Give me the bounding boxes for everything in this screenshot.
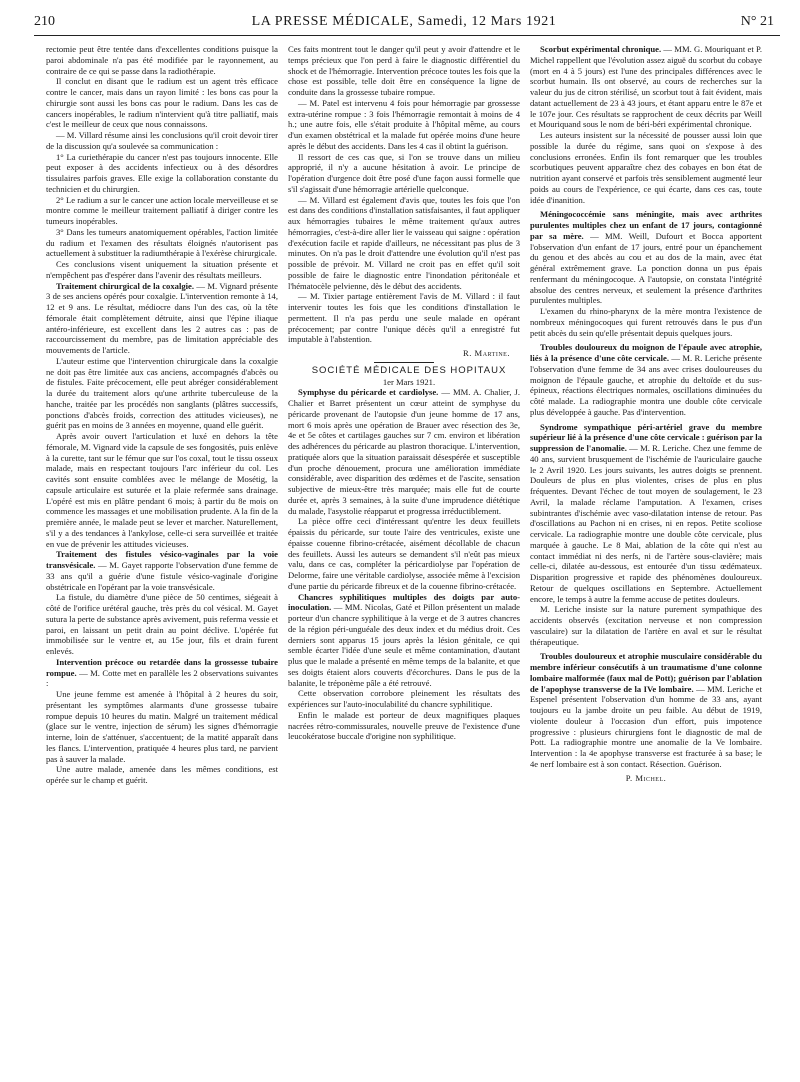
header-rule [34, 35, 780, 36]
page-number: 210 [34, 14, 55, 29]
article-paragraph [530, 209, 762, 306]
column-right [530, 44, 762, 783]
journal-title: LA PRESSE MÉDICALE, Samedi, 12 Mars 1921 [251, 14, 557, 29]
paragraph: M. Leriche insiste sur la nature purement sympathique des accidents observés (excitation nerveuse et non compression vasculaire) sur la dilatation de l'artère en aval et sur le résultat thérapeutique. [530, 604, 762, 647]
article-title: Syndrome sympathique péri-artériel grave du membre supérieur lié à la présence d'une côte cervicale : guérison par la suppression de l'anomalie. [530, 421, 762, 453]
issue-number: N° 21 [740, 14, 774, 29]
paragraph: Une jeune femme est amenée à l'hôpital à 2 heures du soir, présentant les symptômes alarmants d'une grossesse tubaire rompue depuis 10 heures du matin. Malgré un traitement médical (glace sur le ventre, injection de sérum) les signes d'hémorragie interne, loin de s'atténuer, s'accentuent; de la matité apparaît dans les flancs. L'intervention, pratiquée 4 heures plus tard, ne parvient pas à sauver la malade. [46, 689, 278, 764]
article-paragraph [530, 422, 762, 605]
paragraph: La pièce offre ceci d'intéressant qu'entre les deux feuillets épaissis du péricarde, sur toute l'aire des ventricules, existe une épaisse couenne fibrino-crétacée, aisément décollable de chacun des feuillets. Aussi les auteurs se demandent s'il n'eût pas mieux valu, dans ce cas, compléter la péricardiolyse par l'opération de Delorme, faire une véritable cardiolyse, associée même à l'excision d'une partie du péricarde fibreux et de la couenne fibrino-crétacée. [288, 516, 520, 591]
paragraph: Il ressort de ces cas que, si l'on se trouve dans un milieu approprié, il n'y a aucune hésitation à avoir. Le principe de l'opération d'urgence doit être posé d'une façon aussi formelle que s'il s'agissait d'une hémorragie artérielle quelconque. [288, 151, 520, 194]
paragraph: — M. Tixier partage entièrement l'avis de M. Villard : il faut intervenir toutes les fois que les conditions d'installation le permettent. Il n'a pas perdu une seule malade en opérant précocement; par contre l'unique décès qu'il a enregistré fut imputable à l'abstention. [288, 291, 520, 345]
article-text: — M. Vignard présente 3 de ses anciens opérés pour coxalgie. L'intervention remonte à 14, 12 et 9 ans. Le résultat, médiocre dans l'un des cas, où la tête fémorale était complètement détruite, ainsi que l'épine iliaque antéro-inférieure, est excellent dans les 2 autres cas : pas de raccourcissement du membre, pas de limitation appréciable des mouvements de l'article. [46, 280, 278, 355]
paragraph: Après avoir ouvert l'articulation et luxé en dehors la tête fémorale, M. Vignard vide la capsule de ses fongosités, puis enlève à la curette, tant sur le fémur que sur l'os coxal, tout le tissu osseux malade, mais en respectant toujours l'arc inférieur du col. Les cavités sont ensuite comblées avec le mélange de Mosétig, la capsule articulaire est suturée et la plaie refermée sans drainage. L'opéré est mis en plâtre pendant 6 mois; à partir du 8e mois on commence les massages et une mobilisation prudente. A la fin de la première année, le malade peut se lever et marcher. Naturellement, s'il y a des tendances à l'ankylose, celle-ci sera surveillée et traitée en vue de prévenir les attitudes vicieuses. [46, 431, 278, 549]
article-title: Troubles douloureux et atrophie musculaire considérable du membre inférieur consécutifs à un traumatisme d'une colonne lombaire malformée (faux mal de Pott); guérison par l'ablation de l'apophyse transverse de la IVe lombaire. [530, 651, 762, 694]
article-text: — MM. A. Chalier, J. Chalier et Barret présentent un cœur atteint de symphyse du péricarde provenant de l'autopsie d'un jeune homme de 17 ans, mort 6 mois après une opération de Brauer avec résection des 3e, 4e et 5e côtes et cartilages gauches sur 7 cm. environ et libération des adhérences du péricarde au plastron thoracique. L'intervention, pratiquée alors que la situation paraissait désespérée et susceptible d'un proche dénouement, procura une amélioration immédiate considérable, avec disparition des œdèmes et de l'ascite, sensation subjective de mieux-être très marquée; mais elle fut de courte durée et, après 3 semaines, à la suite d'une imprudence diététique du malade, l'asystolie réapparut et progressa irréductiblement. [288, 387, 520, 516]
article-paragraph [288, 592, 520, 689]
page-header [34, 14, 774, 34]
article-text: — MM. Nicolas, Gaté et Pillon présentent un malade porteur d'un chancre syphilitique à la verge et de 3 autres chancres de la région péri-unguéale des deux index et du médius droit. Ces derniers sont apparus 15 jours après la lésion génitale, ce qui semble écarter l'idée d'une seule et même contamination, d'autant plus que le malade a présenté en même temps de la balanite, et que ses doigts étaient alors couverts d'écorchures. Dans le pus de la balanite, le tréponème pâle a été retrouvé. [288, 602, 520, 688]
article-title: Méningococcémie sans méningite, mais avec arthrites purulentes multiples chez un enfant de 17 jours, contagionné par sa mère. [530, 209, 762, 241]
paragraph: Cette observation corrobore pleinement les résultats des expériences sur l'auto-inoculabilité du chancre syphilitique. [288, 688, 520, 709]
author-signature: R. Martine. [463, 348, 510, 358]
article-title: Traitement chirurgical de la coxalgie. [56, 280, 194, 291]
paragraph: 2° Le radium a sur le cancer une action locale merveilleuse et se montre comme le meilleur traitement palliatif à diriger contre les tumeurs inopérables. [46, 194, 278, 226]
article-text: — M. Cotte met en parallèle les 2 observations suivantes : [46, 667, 278, 689]
article-paragraph [530, 342, 762, 417]
article-paragraph [46, 657, 278, 689]
article-paragraph [530, 651, 762, 769]
article-text: — M. R. Leriche. Chez une femme de 40 ans, survient brusquement de l'ischémie de l'auriculaire gauche le 2 Avril 1920. Les jours suivants, les autres doigts se prennent. Douleurs de plus en plus violentes, crises de plus en plus fréquentes. Devant l'échec de tout moyen de soulagement, le 23 Avril, la malade réclame l'amputation. A l'examen, crises subintrantes d'ischémie avec vaso-dilatation intense de retour. Pas d'oscillations au Pachon ni en crises, ni en repos. Petite scoliose cervicale. La radiographie montre une double côte cervicale, plus marquée à gauche. Le 8 Mai, ablation de la côte qui n'est au contact immédiat ni des nerfs, ni de l'artère sous-clavière; mais celle-ci, dilatée au-dessous, est entourée d'un tissu œdémateux. Disparition progressive et rapide des phénomènes douloureux. Retour de quelques oscillations en Septembre. Actuellement encore, le temps à autre la femme accuse de petites douleurs. [530, 443, 762, 604]
paragraph: rectomie peut être tentée dans d'excellentes conditions puisque la paroi abdominale n'a pas été modifiée par le rayonnement, au contraire de ce qui se passe dans la radiothérapie. [46, 44, 278, 76]
paragraph: Enfin le malade est porteur de deux magnifiques plaques nacrées rétro-commissurales, nouvelle preuve de l'existence d'une leucokératose buccale d'origine non syphilitique. [288, 709, 520, 742]
article-paragraph [46, 281, 278, 356]
paragraph: Ces faits montrent tout le danger qu'il peut y avoir d'attendre et le temps précieux que l'on perd à faire le diagnostic différentiel du shock et de l'hémorragie. Intervention précoce toutes les fois que la chose est possible, telle doit être en conséquence la ligne de conduite dans la grossesse tubaire rompue. [288, 44, 520, 97]
paragraph: 1° La curiethérapie du cancer n'est pas toujours innocente. Elle peut exposer à des accidents infectieux ou à des désordres tissulaires parfois graves. Elle exige la collaboration constante du technicien et du chirurgien. [46, 151, 278, 194]
article-text: — M. Gayet rapporte l'observation d'une femme de 33 ans qu'il a guérie d'une fistule vésico-vaginale d'origine obstétricale en l'opérant par la voie transvésicale. [46, 560, 278, 592]
article-text: — MM. Leriche et Espenel présentent l'observation d'un homme de 33 ans, ayant toujours eu la jambe droite un peu faible. Au début de 1919, violente douleur à l'occasion d'un effort, puis impotence progressive : plusieurs chirurgiens font le diagnostic de mal de Pott. La radiographie montre une anomalie de la Ve lombaire. Intervention : la 4e apophyse transverse est fracturée à sa base; le 4e nerf lombaire est à son contact. Résection. Guérison. [530, 683, 762, 769]
column-middle [288, 44, 520, 742]
paragraph: — M. Villard est également d'avis que, toutes les fois que l'on est dans des conditions d'installation satisfaisantes, il faut appliquer aux hémorragies tubaires le même traitement qu'aux autres hémorragies, c'est-à-dire aller lier le vaisseau qui saigne : opération d'exécution facile et rapide d'ailleurs, ne nécessitant pas plus de 3 minutes. On n'a pas le droit d'attendre une évolution qu'il n'est pas possible de prévoir. M. Villard ne croit pas en effet qu'il soit possible de faire le diagnostic entre l'inondation péritonéale et l'hématocèle pelvienne, dès le début des accidents. [288, 194, 520, 291]
article-paragraph [530, 44, 762, 130]
paragraph: Une autre malade, amenée dans les mêmes conditions, est opérée sur le champ et guérit. [46, 764, 278, 785]
article-title: Scorbut expérimental chronique. [540, 44, 662, 54]
article-paragraph [288, 387, 520, 516]
article-title: Traitement des fistules vésico-vaginales par la voie transvésicale. [46, 549, 278, 570]
paragraph: Ces conclusions visent uniquement la situation présente et n'empêchent pas d'espérer dans l'avenir des résultats meilleurs. [46, 259, 278, 280]
paragraph: 3° Dans les tumeurs anatomiquement opérables, l'action limitée du radium et l'examen des résultats éloignés n'autorisent pas actuellement à substituer la radiumthérapie à l'exérèse chirurgicale. [46, 226, 278, 259]
article-text: — M. R. Leriche présente l'observation d'une femme de 34 ans avec crises douloureuses du moignon de l'épaule gauche, et atrophie du deltoïde et du sus-épineux, réactions électriques normales, oscillations diminuées du côté malade. La radiographie montra une double côte cervicale plus développée à gauche. Pas d'intervention. [530, 353, 762, 417]
section-rule [374, 362, 434, 363]
paragraph: Les auteurs insistent sur la nécessité de pousser aussi loin que possible la durée du régime, sans quoi on s'expose à des conclusions erronées. Enfin ils font remarquer que les troubles scorbutiques peuvent apparaître chez des cobayes en bon état de nutrition ayant conservé et parfois très sensiblement augmenté leur poids au cours de l'expérience, ce qui écarte, dans ces cas, toute idée d'inanition. [530, 130, 762, 205]
paragraph: Il conclut en disant que le radium est un agent très efficace contre le cancer, mais dans un rayon limité : les bons cas pour la chirurgie sont aussi les bons cas pour le radium. Dans les cas de cancers inopérables, le radium n'intervient qu'à titre palliatif, mais c'est le meilleur de ceux que nous connaissons. [46, 76, 278, 130]
paragraph: L'auteur estime que l'intervention chirurgicale dans la coxalgie ne doit pas être limitée aux cas anciens, accompagnés d'abcès ou de fistules. Faite précocement, elle peut abréger considérablement la durée du traitement alors qu'une arthrite tuberculeuse de la hanche, traitée par les procédés non sanglants (plâtres successifs, ponctions d'abcès froids, correction des attitudes vicieuses), ne guérit pas en moins de 3 années en moyenne, quand elle guérit. [46, 355, 278, 431]
paragraph: La fistule, du diamètre d'une pièce de 50 centimes, siégeait à côté de l'orifice urétéral gauche, très près du col vésical. M. Gayet sutura la perte de substance après avivement, puis referma vessie et paroi, en laissant un petit drain au point déclive. L'opérée fut immobilisée sur le ventre et, au 15e jour, fils et drain furent enlevés. [46, 592, 278, 656]
section-date: 1er Mars 1921. [382, 376, 436, 387]
paragraph: — M. Patel est intervenu 4 fois pour hémorragie par grossesse extra-utérine rompue : 3 fois l'hémorragie remontait à moins de 4 h.; une autre fois, elle s'était produite à l'hôpital même, au cours d'un examen obstétrical et la malade fut opérée moins d'une heure après le début des accidents. Dans les 4 cas il obtint la guérison. [288, 97, 520, 151]
column-left [46, 44, 278, 786]
article-title: Chancres syphilitiques multiples des doigts par auto-inoculation. [288, 591, 520, 613]
article-title: Troubles douloureux du moignon de l'épaule avec atrophie, liés à la présence d'une côte cervicale. [530, 342, 762, 363]
paragraph: — M. Villard résume ainsi les conclusions qu'il croit devoir tirer de la discussion qu'a soulevée sa communication : [46, 130, 278, 151]
article-text: — MM. G. Mouriquant et P. Michel rappellent que l'évolution assez aiguë du scorbut du cobaye (mort en 4 à 5 jours) est l'une des principales différences avec le scorbut humain. Ils ont observé, au cours de recherches sur la valeur du jus de citron stérilisé, un scorbut tout à fait évident, mais datant actuellement de 23 à 43 jours, et étant apparu entre le 87e et le 107e jour. Ces résultats se rapprochent de ceux décrits par Weill et Mouriquand sous le nom de béri-béri expérimental chronique. [530, 44, 762, 130]
author-signature: P. Michel. [625, 772, 667, 783]
article-title: Intervention précoce ou retardée dans la grossesse tubaire rompue. [46, 656, 278, 678]
article-title: Symphyse du péricarde et cardiolyse. [298, 387, 439, 398]
article-text: — MM. Weill, Dufourt et Bocca apportent l'observation d'un enfant de 17 jours, entré pour un épanchement du genou et des abcès au cou et au dos de la main, avec état général extrêmement grave. La ponction donna un pus épais renfermant du méningocoque. A l'autopsie, on constata l'intégrité absolue des centres nerveux, et seulement la présence d'arthrites purulentes multiples. [530, 230, 762, 306]
paragraph: L'examen du rhino-pharynx de la mère montra l'existence de nombreux méningocoques qui furent retrouvés dans le pus d'un petit abcès du sein qu'elle présentait depuis quelques jours. [530, 306, 762, 338]
article-paragraph [46, 549, 278, 592]
section-heading: SOCIÉTÉ MÉDICALE DES HOPITAUX [311, 364, 507, 376]
